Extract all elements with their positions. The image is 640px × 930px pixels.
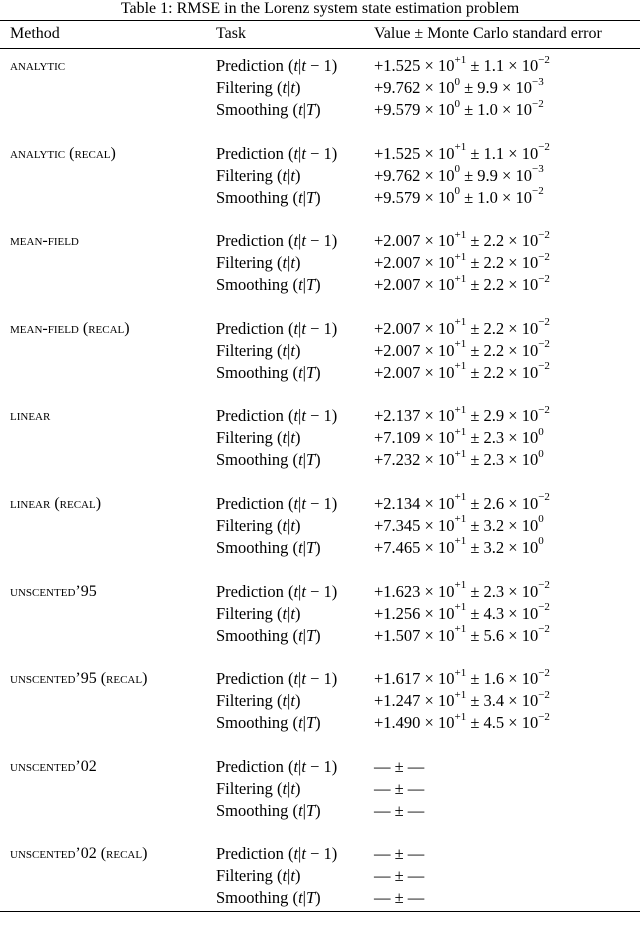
task-cell: Prediction (t|t − 1)	[216, 231, 338, 251]
value-cell: $+7.465 \times 10^{+1} \pm 3.2 \times 10^0$	[374, 535, 544, 557]
value-cell: $+2.137 \times 10^{+1} \pm 2.9 \times 10^{-2}$	[374, 403, 550, 426]
table-row	[0, 690, 640, 712]
table-row	[0, 843, 640, 865]
value-cell: $+7.232 \times 10^{+1} \pm 2.3 \times 10^0$	[374, 447, 544, 470]
table-row	[0, 55, 640, 77]
value-cell: — ± —	[374, 866, 425, 886]
value-cell: $+2.007 \times 10^{+1} \pm 2.2 \times 10^{-2}$	[374, 316, 550, 338]
value-cell: $+9.579 \times 10^0 \pm 1.0 \times 10^{-2}$	[374, 97, 544, 119]
method-name: unscented’02 (recal)	[10, 845, 148, 863]
task-cell: Filtering (t|t)	[216, 78, 301, 97]
task-cell: Filtering (t|t)	[216, 691, 301, 711]
table-row	[0, 405, 640, 427]
method-group	[0, 492, 640, 580]
table-row	[0, 449, 640, 471]
task-cell: Filtering (t|t)	[216, 340, 301, 360]
table-row	[0, 230, 640, 252]
method-name: mean-field	[10, 232, 79, 250]
task-cell: Prediction (t|t − 1)	[216, 318, 338, 338]
table-body	[0, 54, 640, 930]
table-row	[0, 187, 640, 209]
value-cell: — ± —	[374, 756, 425, 776]
method-name: unscented’95 (recal)	[10, 670, 148, 688]
value-cell: $+1.256 \times 10^{+1} \pm 4.3 \times 10^{-2}$	[374, 601, 550, 623]
method-group	[0, 404, 640, 492]
value-cell: $+9.579 \times 10^0 \pm 1.0 \times 10^{-2}$	[374, 185, 544, 207]
table-row	[0, 887, 640, 909]
method-group	[0, 755, 640, 843]
value-cell: $+7.109 \times 10^{+1} \pm 2.3 \times 10^0$	[374, 425, 544, 448]
top-rule	[0, 20, 640, 21]
task-cell: Smoothing (t|T)	[216, 275, 321, 295]
task-cell: Prediction (t|t − 1)	[216, 756, 338, 776]
header-value: Value ± Monte Carlo standard error	[374, 25, 602, 42]
task-cell: Prediction (t|t − 1)	[216, 56, 338, 75]
method-group	[0, 580, 640, 668]
header-method: Method	[10, 25, 60, 42]
task-cell: Smoothing (t|T)	[216, 888, 321, 908]
method-group	[0, 142, 640, 230]
table-row	[0, 515, 640, 537]
value-cell: $+1.617 \times 10^{+1} \pm 1.6 \times 10^{-2}$	[374, 666, 550, 689]
task-cell: Filtering (t|t)	[216, 165, 301, 185]
value-cell: $+9.762 \times 10^0 \pm 9.9 \times 10^{-3}$	[374, 75, 544, 97]
task-cell: Filtering (t|t)	[216, 778, 301, 798]
method-name: analytic (recal)	[10, 144, 116, 162]
table-row	[0, 865, 640, 887]
table-row	[0, 77, 640, 99]
task-cell: Smoothing (t|T)	[216, 100, 321, 119]
task-cell: Smoothing (t|T)	[216, 713, 321, 733]
task-cell: Prediction (t|t − 1)	[216, 581, 338, 601]
value-cell: $+7.345 \times 10^{+1} \pm 3.2 \times 10^0$	[374, 513, 544, 535]
table-row	[0, 712, 640, 734]
task-cell: Filtering (t|t)	[216, 253, 301, 273]
table-row	[0, 318, 640, 340]
value-cell: $+9.762 \times 10^0 \pm 9.9 \times 10^{-3}$	[374, 163, 544, 185]
table-row	[0, 252, 640, 274]
value-cell: — ± —	[374, 844, 425, 864]
value-cell: $+2.007 \times 10^{+1} \pm 2.2 \times 10^{-2}$	[374, 338, 550, 360]
method-name: mean-field (recal)	[10, 319, 130, 337]
method-name: linear (recal)	[10, 494, 102, 512]
task-cell: Prediction (t|t − 1)	[216, 493, 338, 513]
value-cell: $+2.007 \times 10^{+1} \pm 2.2 \times 10^{-2}$	[374, 250, 550, 273]
value-cell: $+1.247 \times 10^{+1} \pm 3.4 \times 10^{-2}$	[374, 688, 550, 711]
task-cell: Prediction (t|t − 1)	[216, 844, 338, 864]
task-cell: Filtering (t|t)	[216, 428, 301, 448]
method-name: unscented’02	[10, 757, 97, 775]
table-row	[0, 143, 640, 165]
table-row	[0, 800, 640, 822]
task-cell: Prediction (t|t − 1)	[216, 406, 338, 426]
value-cell: $+2.007 \times 10^{+1} \pm 2.2 \times 10^{-2}$	[374, 360, 550, 382]
table-row	[0, 537, 640, 559]
method-group	[0, 667, 640, 755]
task-cell: Smoothing (t|T)	[216, 800, 321, 820]
method-group	[0, 54, 640, 142]
value-cell: $+2.134 \times 10^{+1} \pm 2.6 \times 10^{-2}$	[374, 491, 550, 513]
table-row	[0, 165, 640, 187]
table-row	[0, 581, 640, 603]
task-cell: Filtering (t|t)	[216, 515, 301, 535]
header-task: Task	[216, 25, 246, 42]
task-cell: Smoothing (t|T)	[216, 537, 321, 557]
value-cell: $+2.007 \times 10^{+1} \pm 2.2 \times 10^{-2}$	[374, 272, 550, 295]
method-name: unscented’95	[10, 582, 97, 600]
header-rule	[0, 48, 640, 49]
table-row	[0, 274, 640, 296]
value-cell: — ± —	[374, 888, 425, 908]
value-cell: $+1.490 \times 10^{+1} \pm 4.5 \times 10^{-2}$	[374, 710, 550, 733]
table-row	[0, 603, 640, 625]
task-cell: Smoothing (t|T)	[216, 187, 321, 207]
task-cell: Filtering (t|t)	[216, 866, 301, 886]
bottom-rule	[0, 911, 640, 912]
method-name: analytic	[10, 57, 66, 74]
value-cell: $+1.525 \times 10^{+1} \pm 1.1 \times 10^{-2}$	[374, 141, 550, 163]
table-row	[0, 493, 640, 515]
method-name: linear	[10, 407, 51, 425]
table-row	[0, 362, 640, 384]
value-cell: $+1.623 \times 10^{+1} \pm 2.3 \times 10^{-2}$	[374, 579, 550, 601]
task-cell: Smoothing (t|T)	[216, 625, 321, 645]
table-row	[0, 668, 640, 690]
method-group	[0, 229, 640, 317]
value-cell: $+1.525 \times 10^{+1} \pm 1.1 \times 10^{-2}$	[374, 53, 550, 75]
task-cell: Smoothing (t|T)	[216, 362, 321, 382]
method-group	[0, 842, 640, 930]
table-row	[0, 340, 640, 362]
table-row	[0, 756, 640, 778]
method-group	[0, 317, 640, 405]
table-caption: Table 1: RMSE in the Lorenz system state estimation problem	[120, 0, 520, 17]
table-row	[0, 99, 640, 121]
value-cell: — ± —	[374, 800, 425, 820]
table-row	[0, 625, 640, 647]
table-row	[0, 778, 640, 800]
value-cell: $+1.507 \times 10^{+1} \pm 5.6 \times 10^{-2}$	[374, 623, 550, 645]
value-cell: $+2.007 \times 10^{+1} \pm 2.2 \times 10^{-2}$	[374, 228, 550, 251]
task-cell: Prediction (t|t − 1)	[216, 669, 338, 689]
task-cell: Smoothing (t|T)	[216, 450, 321, 470]
task-cell: Prediction (t|t − 1)	[216, 143, 338, 163]
task-cell: Filtering (t|t)	[216, 603, 301, 623]
table-row	[0, 427, 640, 449]
value-cell: — ± —	[374, 778, 425, 798]
